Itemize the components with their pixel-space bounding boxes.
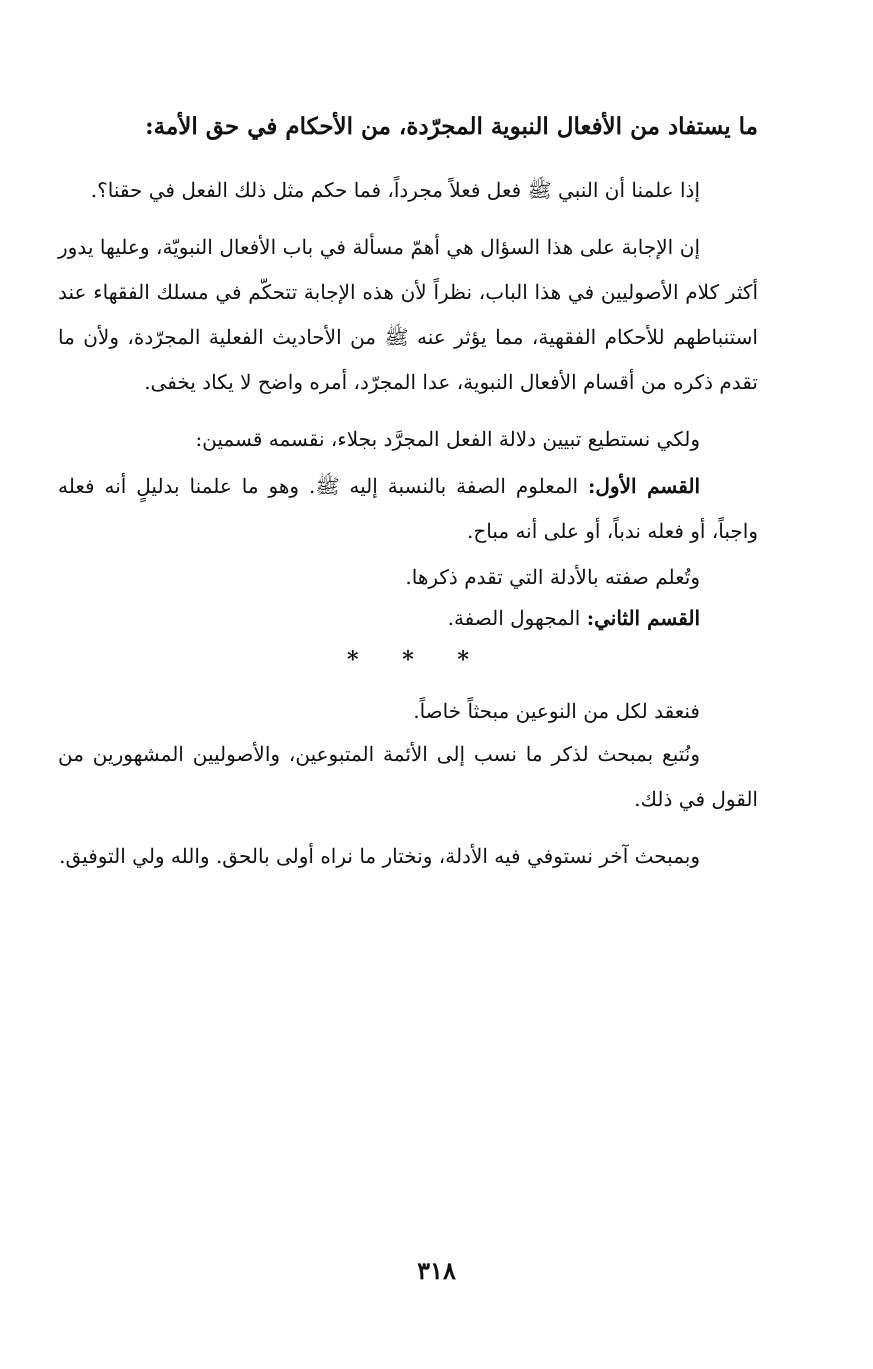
page-body bbox=[58, 100, 758, 891]
separator-star: * bbox=[347, 647, 359, 673]
paragraph-division: ولكي نستطيع تبيين دلالة الفعل المجرَّد بجلاء، نقسمه قسمين: bbox=[195, 427, 700, 451]
paragraph-question: إذا علمنا أن النبي ﷺ فعل فعلاً مجرداً، فما حكم مثل ذلك الفعل في حقنا؟. bbox=[90, 178, 700, 202]
paragraph-second-section bbox=[58, 598, 758, 638]
paragraph-evidence-section: وبمبحث آخر نستوفي فيه الأدلة، ونختار ما نراه أولى بالحق. والله ولي التوفيق. bbox=[59, 844, 700, 868]
paragraph-imams-section: ونُتبع بمبحث لذكر ما نسب إلى الأئمة المتبوعين، والأصوليين المشهورين من القول في ذلك. bbox=[58, 742, 758, 811]
separator-star: * bbox=[457, 647, 469, 673]
paragraph-importance: إن الإجابة على هذا السؤال هي أهمّ مسألة في باب الأفعال النبويّة، وعليها يدور أكثر كلام الأصوليين في هذا الباب، نظراً لأن هذه الإجابة تتحكّم في مسلك الفقهاء عند استنباطهم للأحكام الفقهية، مما يؤثر عنه ﷺ من الأحاديث الفعلية المجرّدة، ولأن ما تقدم ذكره من أقسام الأفعال النبوية، عدا المجرّد، أمره واضح لا يكاد يخفى. bbox=[58, 235, 758, 394]
paragraph-first-section bbox=[58, 464, 758, 554]
section-heading: ما يستفاد من الأفعال النبوية المجرّدة، من الأحكام في حق الأمة: bbox=[145, 113, 758, 140]
first-section-label: القسم الأول: bbox=[588, 474, 700, 498]
second-section-label: القسم الثاني: bbox=[586, 606, 700, 630]
first-section-text: المعلوم الصفة بالنسبة إليه ﷺ. وهو ما علمنا بدليلٍ أنه فعله واجباً، أو فعله ندباً، أو على أنه مباح. bbox=[58, 474, 758, 543]
section-separator bbox=[58, 642, 758, 678]
second-section-text: المجهول الصفة. bbox=[447, 606, 587, 630]
paragraph-known-by-evidence: وتُعلم صفته بالأدلة التي تقدم ذكرها. bbox=[405, 565, 700, 589]
page-number: ٣١٨ bbox=[417, 1256, 456, 1285]
paragraph-dedicated-sections: فنعقد لكل من النوعين مبحثاً خاصاً. bbox=[413, 699, 700, 723]
separator-star: * bbox=[402, 647, 414, 673]
